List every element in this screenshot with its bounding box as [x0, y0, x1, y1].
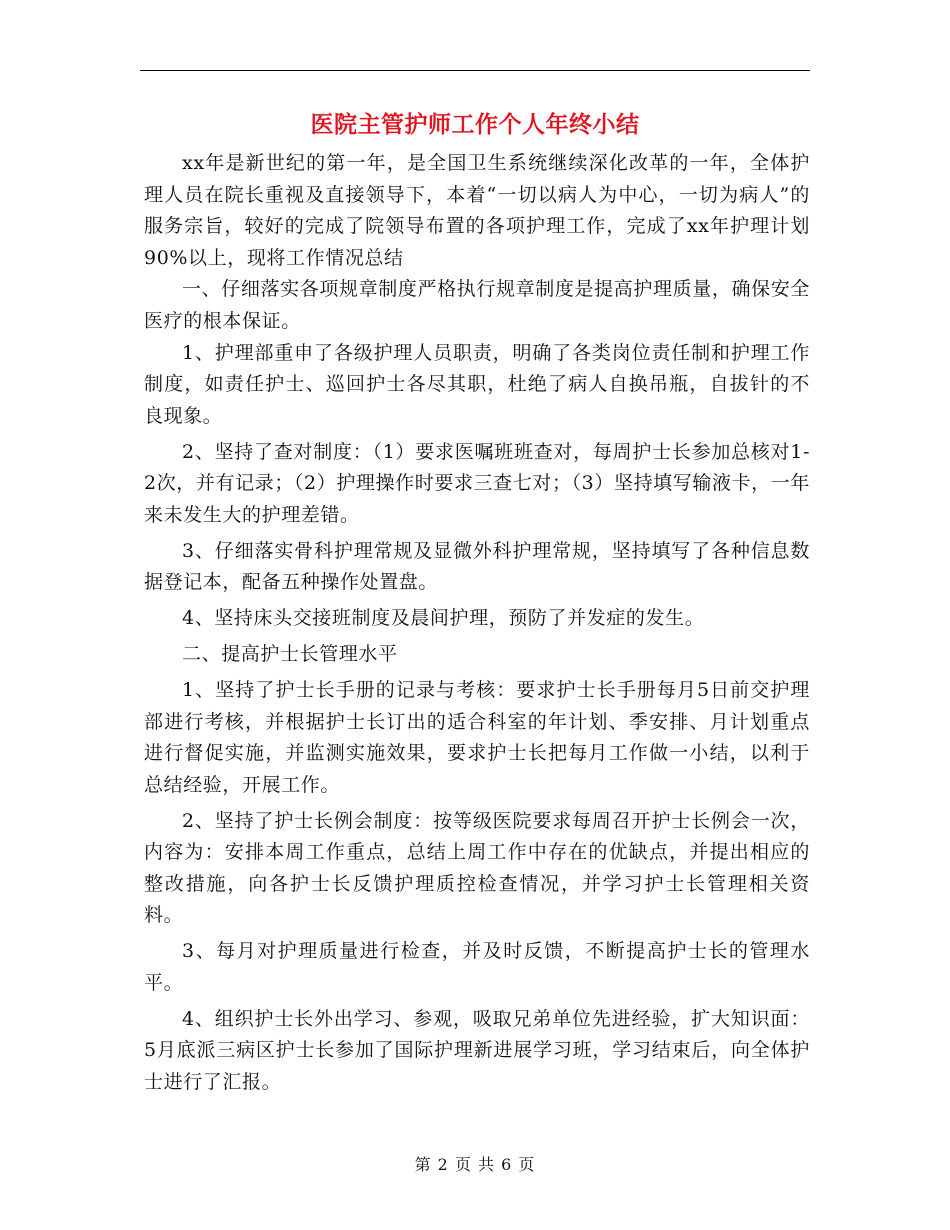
paragraph-item: 4、坚持床头交接班制度及晨间护理，预防了并发症的发生。	[182, 607, 705, 630]
paragraph-section-2-heading: 二、提高护士长管理水平	[182, 643, 398, 666]
paragraph-item: 1、坚持了护士长手册的记录与考核：要求护士长手册每月5日前交护理部进行考核，并根据护士长订出的适合科室的年计划、季安排、月计划重点进行督促实施，并监测实施效果，要求护士长把每月工作做一小结，以利于总结经验，开展工作。	[144, 678, 810, 796]
header-rule	[140, 70, 810, 71]
paragraph-item: 4、组织护士长外出学习、参观，吸取兄弟单位先进经验，扩大知识面：5月底派三病区护士长参加了国际护理新进展学习班，学习结束后，向全体护士进行了汇报。	[144, 1007, 810, 1093]
paragraph-item: 1、护理部重申了各级护理人员职责，明确了各类岗位责任制和护理工作制度，如责任护士、巡回护士各尽其职，杜绝了病人自换吊瓶，自拔针的不良现象。	[144, 341, 810, 427]
paragraph-item: 3、每月对护理质量进行检查，并及时反馈，不断提高护士长的管理水平。	[144, 940, 810, 994]
document-body	[144, 148, 810, 1103]
page-number: 第 2 页 共 6 页	[414, 1155, 536, 1174]
paragraph-section-1-heading: 一、仔细落实各项规章制度严格执行规章制度是提高护理质量，确保安全医疗的根本保证。	[144, 278, 810, 332]
paragraph-item: 2、坚持了查对制度：（1）要求医嘱班班查对，每周护士长参加总核对1-2次，并有记录；（2）护理操作时要求三查七对；（3）坚持填写输液卡，一年来未发生大的护理差错。	[144, 440, 810, 526]
paragraph-item: 2、坚持了护士长例会制度：按等级医院要求每周召开护士长例会一次，内容为：安排本周工作重点，总结上周工作中存在的优缺点，并提出相应的整改措施，向各护士长反馈护理质控检查情况，并学习护士长管理相关资料。	[144, 809, 810, 927]
document-title: 医院主管护师工作个人年终小结	[310, 111, 640, 138]
paragraph-intro: xx年是新世纪的第一年，是全国卫生系统继续深化改革的一年，全体护理人员在院长重视及直接领导下，本着“一切以病人为中心，一切为病人”的服务宗旨，较好的完成了院领导布置的各项护理工作，完成了xx年护理计划90%以上，现将工作情况总结	[144, 152, 810, 269]
paragraph-item: 3、仔细落实骨科护理常规及显微外科护理常规，坚持填写了各种信息数据登记本，配备五种操作处置盘。	[144, 539, 810, 594]
